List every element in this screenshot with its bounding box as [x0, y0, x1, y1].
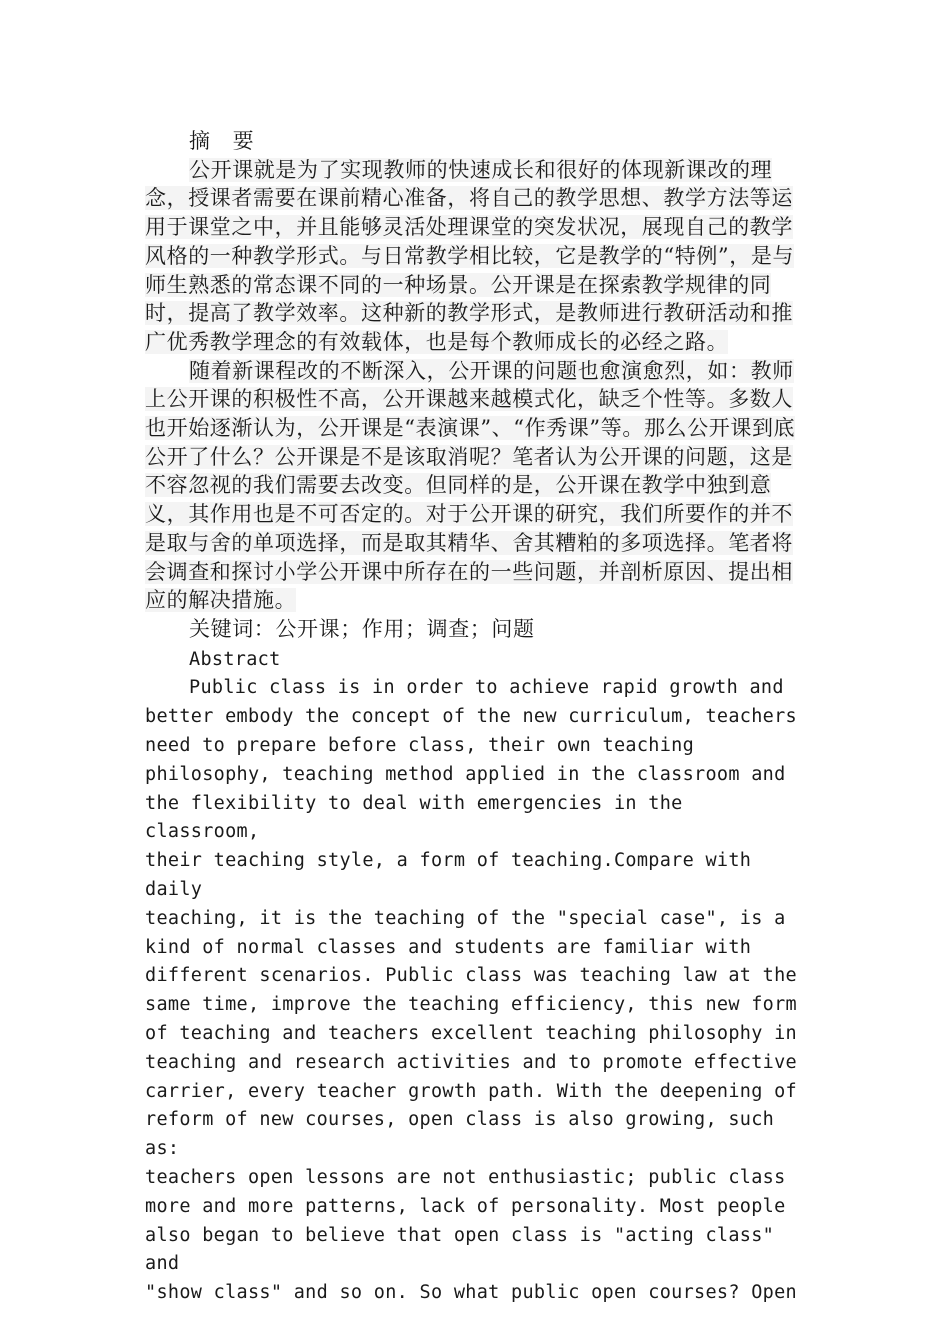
abstract-en-line-text: reform of new courses, open class is also growing, such as:	[145, 1109, 775, 1160]
keywords-text: 关键词：公开课；作用；调查；问题	[189, 616, 535, 641]
abstract-en-line-text: also began to believe that open class is "acting class" and	[145, 1224, 775, 1275]
abstract-en-line-text: kind of normal classes and students are familiar with	[145, 936, 752, 958]
abstract-cn-paragraph-2	[145, 357, 805, 615]
abstract-en-heading-text: Abstract	[189, 648, 281, 670]
abstract-cn-paragraph-2-text: 随着新课程改的不断深入，公开课的问题也愈演愈烈，如：教师上公开课的积极性不高，公开课越来越模式化，缺乏个性等。多数人也开始逐渐认为，公开课是“表演课”、“作秀课”等。那么公开课到底公开了什么？公开课是不是该取消呢？笔者认为公开课的问题，这是不容忽视的我们需要去改变。但同样的是，公开课在教学中独到意义，其作用也是不可否定的。对于公开课的研究，我们所要作的并不是取与舍的单项选择，而是取其精华、舍其糟粕的多项选择。笔者将会调查和探讨小学公开课中所存在的一些问题，并剖析原因、提出相应的解决措施。	[145, 358, 796, 613]
abstract-en-line	[145, 732, 805, 761]
abstract-en-line	[145, 1106, 805, 1164]
abstract-en-line-text: teachers open lessons are not enthusiastic; public class	[145, 1167, 786, 1188]
abstract-en-line-text: philosophy, teaching method applied in the classroom and	[145, 763, 786, 785]
abstract-en-line	[145, 934, 805, 963]
abstract-en-heading	[145, 646, 805, 675]
abstract-en-line-text: teaching and research activities and to promote effective	[145, 1051, 797, 1073]
keywords-line	[145, 615, 805, 644]
abstract-en-line	[145, 1279, 805, 1308]
abstract-en-line	[145, 847, 805, 905]
abstract-en-line-text: different scenarios. Public class was teaching law at the	[145, 965, 797, 987]
abstract-en-line	[145, 703, 805, 732]
abstract-en-line-text: of teaching and teachers excellent teaching philosophy in	[145, 1023, 797, 1045]
abstract-en-line	[145, 761, 805, 790]
abstract-en-line-text: more and more patterns, lack of personality. Most people	[145, 1195, 786, 1217]
abstract-en-line	[145, 1222, 805, 1280]
abstract-en-line-text: the flexibility to deal with emergencies in the classroom,	[145, 792, 683, 843]
abstract-en-line-text: same time, improve the teaching efficiency, this new form	[145, 994, 797, 1016]
abstract-en-line	[145, 905, 805, 934]
abstract-en-line-text: Public class is in order to achieve rapid growth and	[189, 677, 784, 699]
document-body	[145, 127, 805, 1308]
abstract-en-line	[145, 1078, 805, 1107]
abstract-en-line-text: better embody the concept of the new curriculum, teachers	[145, 706, 797, 728]
abstract-en-line	[145, 962, 805, 991]
abstract-en-line-text: need to prepare before class, their own teaching	[145, 735, 695, 757]
abstract-cn-heading-text: 摘 要	[189, 129, 262, 153]
abstract-en-paragraph	[145, 674, 805, 1308]
abstract-en-line	[145, 790, 805, 848]
abstract-en-line	[145, 1193, 805, 1222]
abstract-en-line-text: teaching, it is the teaching of the "special case", is a	[145, 907, 786, 929]
abstract-en-line-text: "show class" and so on. So what public open courses? Open	[145, 1282, 797, 1304]
abstract-cn-paragraph-1	[145, 156, 805, 357]
abstract-en-line	[145, 1049, 805, 1078]
abstract-en-line	[145, 1020, 805, 1049]
abstract-en-line	[145, 674, 805, 703]
abstract-en-line	[145, 991, 805, 1020]
abstract-en-line-text: their teaching style, a form of teaching.Compare with daily	[145, 850, 752, 901]
abstract-en-line-text: carrier, every teacher growth path. With the deepening of	[145, 1080, 797, 1102]
abstract-cn-paragraph-1-text: 公开课就是为了实现教师的快速成长和很好的体现新课改的理念，授课者需要在课前精心准备，将自己的教学思想、教学方法等运用于课堂之中，并且能够灵活处理课堂的突发状况，展现自己的教学风格的一种教学形式。与日常教学相比较，它是教学的“特例”，是与师生熟悉的常态课不同的一种场景。公开课是在探索教学规律的同时，提高了教学效率。这种新的教学形式，是教师进行教研活动和推广优秀教学理念的有效载体，也是每个教师成长的必经之路。	[145, 157, 795, 354]
abstract-cn-heading	[145, 127, 805, 156]
abstract-en-line	[145, 1164, 805, 1193]
